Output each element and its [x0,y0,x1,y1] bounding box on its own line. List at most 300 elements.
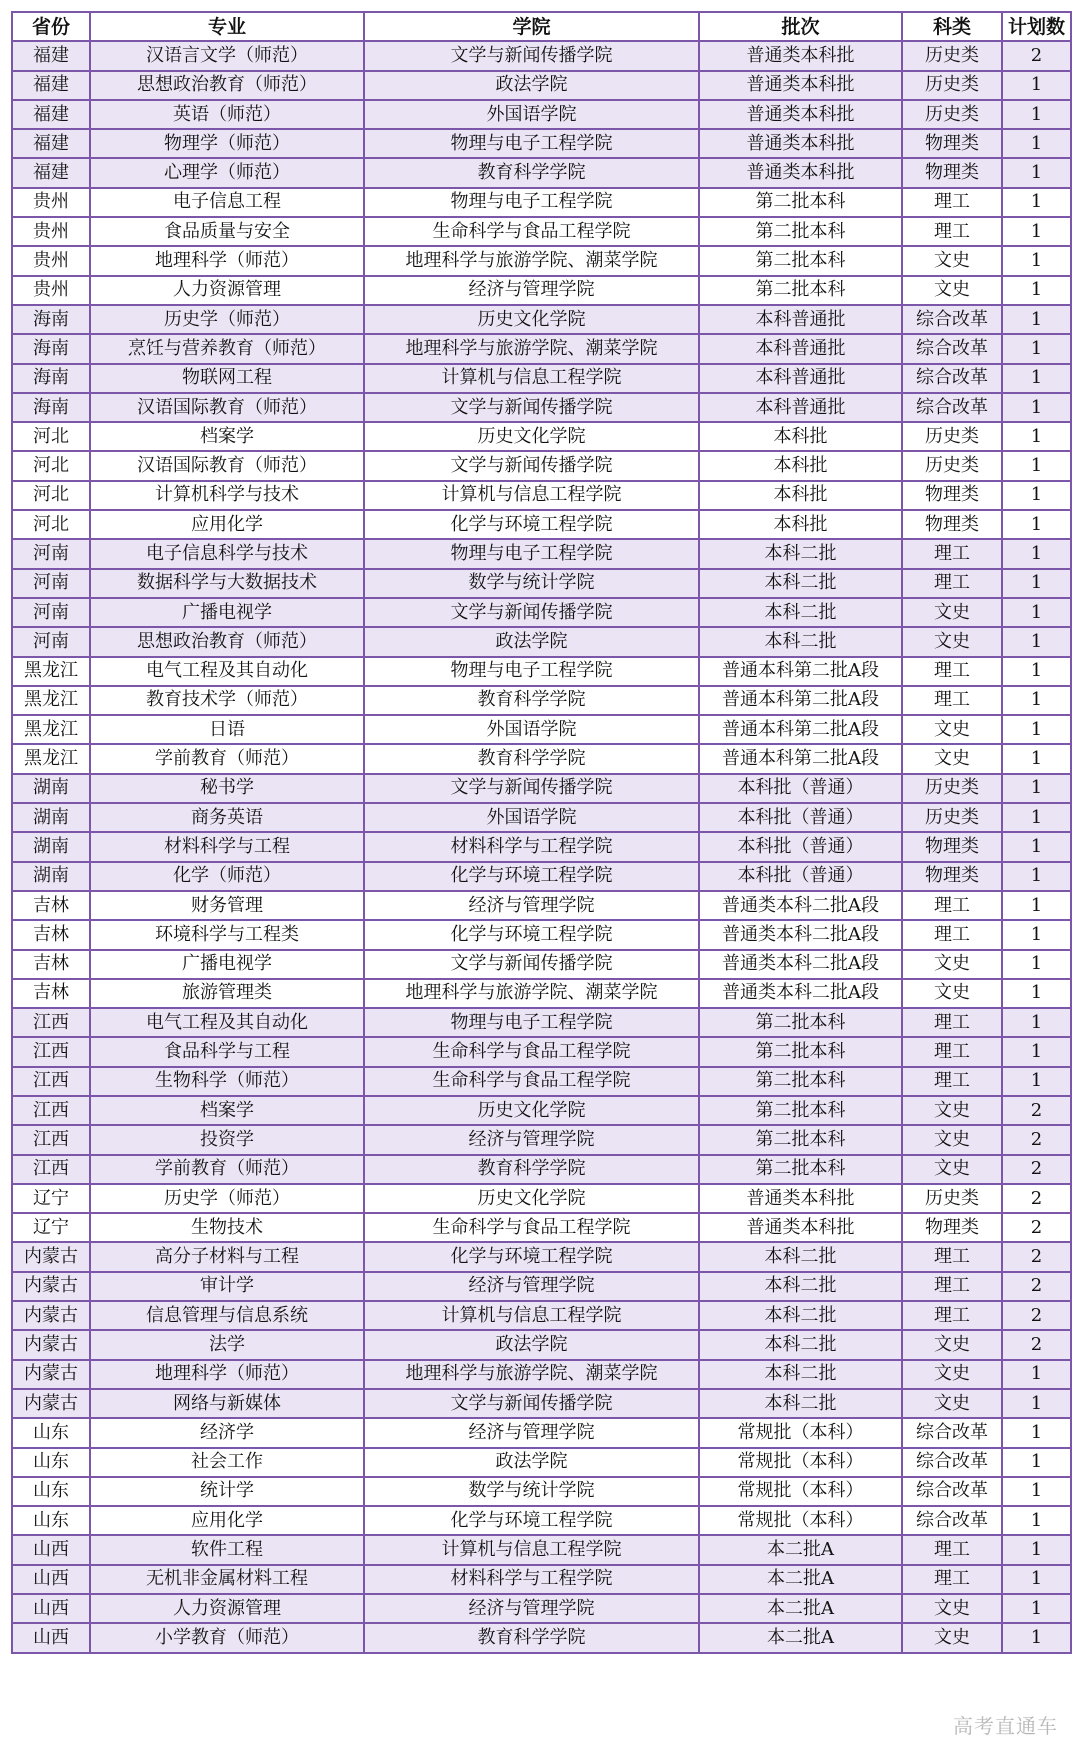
cell-subject-type: 文史 [902,1623,1002,1652]
cell-plan-count: 1 [1002,1477,1071,1506]
cell-province: 山东 [12,1477,90,1506]
cell-batch: 本科二批 [699,539,902,568]
cell-college: 化学与环境工程学院 [364,1242,699,1271]
cell-batch: 本科批 [699,481,902,510]
cell-major: 生物科学（师范） [90,1067,364,1096]
cell-major: 财务管理 [90,891,364,920]
cell-batch: 第二批本科 [699,1096,902,1125]
cell-plan-count: 1 [1002,832,1071,861]
cell-plan-count: 2 [1002,1330,1071,1359]
header-major: 专业 [90,12,364,41]
table-row [12,481,1071,510]
table-row [12,305,1071,334]
cell-batch: 本科批（普通） [699,803,902,832]
cell-plan-count: 2 [1002,1096,1071,1125]
cell-plan-count: 2 [1002,1272,1071,1301]
admission-plan-table-container [11,11,1070,1654]
cell-batch: 第二批本科 [699,1067,902,1096]
cell-batch: 本二批A [699,1594,902,1623]
cell-province: 海南 [12,334,90,363]
table-row [12,569,1071,598]
cell-college: 化学与环境工程学院 [364,1506,699,1535]
cell-subject-type: 文史 [902,715,1002,744]
cell-college: 物理与电子工程学院 [364,188,699,217]
cell-batch: 本科二批 [699,1389,902,1418]
cell-plan-count: 1 [1002,510,1071,539]
cell-province: 江西 [12,1037,90,1066]
cell-college: 生命科学与食品工程学院 [364,1213,699,1242]
cell-subject-type: 文史 [902,1155,1002,1184]
cell-province: 湖南 [12,832,90,861]
table-row [12,979,1071,1008]
cell-major: 人力资源管理 [90,1594,364,1623]
cell-batch: 普通类本科批 [699,100,902,129]
cell-batch: 第二批本科 [699,1125,902,1154]
cell-major: 软件工程 [90,1535,364,1564]
cell-major: 统计学 [90,1477,364,1506]
cell-college: 文学与新闻传播学院 [364,451,699,480]
table-row [12,1506,1071,1535]
cell-province: 黑龙江 [12,715,90,744]
cell-subject-type: 物理类 [902,1213,1002,1242]
table-row [12,686,1071,715]
cell-college: 化学与环境工程学院 [364,862,699,891]
cell-major: 社会工作 [90,1448,364,1477]
cell-province: 山东 [12,1418,90,1447]
cell-plan-count: 1 [1002,100,1071,129]
cell-major: 网络与新媒体 [90,1389,364,1418]
cell-batch: 本科二批 [699,1242,902,1271]
cell-plan-count: 1 [1002,891,1071,920]
table-row [12,393,1071,422]
cell-plan-count: 1 [1002,950,1071,979]
cell-subject-type: 物理类 [902,158,1002,187]
cell-batch: 普通类本科二批A段 [699,979,902,1008]
cell-province: 湖南 [12,862,90,891]
cell-college: 经济与管理学院 [364,891,699,920]
cell-college: 数学与统计学院 [364,1477,699,1506]
cell-batch: 本科普通批 [699,305,902,334]
cell-subject-type: 文史 [902,1594,1002,1623]
cell-subject-type: 文史 [902,744,1002,773]
cell-college: 教育科学学院 [364,686,699,715]
cell-plan-count: 1 [1002,276,1071,305]
table-row [12,422,1071,451]
cell-province: 江西 [12,1125,90,1154]
cell-province: 海南 [12,393,90,422]
cell-batch: 普通类本科二批A段 [699,950,902,979]
cell-subject-type: 理工 [902,1535,1002,1564]
cell-plan-count: 1 [1002,1623,1071,1652]
cell-major: 环境科学与工程类 [90,920,364,949]
cell-major: 广播电视学 [90,598,364,627]
cell-plan-count: 1 [1002,1594,1071,1623]
cell-major: 思想政治教育（师范） [90,71,364,100]
cell-subject-type: 理工 [902,1008,1002,1037]
cell-major: 电气工程及其自动化 [90,1008,364,1037]
table-row [12,41,1071,70]
cell-subject-type: 理工 [902,1067,1002,1096]
cell-subject-type: 理工 [902,686,1002,715]
cell-batch: 本科普通批 [699,334,902,363]
cell-plan-count: 1 [1002,71,1071,100]
table-header-row [12,12,1071,41]
cell-subject-type: 历史类 [902,1184,1002,1213]
cell-subject-type: 理工 [902,1037,1002,1066]
cell-subject-type: 物理类 [902,832,1002,861]
cell-college: 生命科学与食品工程学院 [364,1037,699,1066]
cell-major: 历史学（师范） [90,305,364,334]
cell-province: 吉林 [12,891,90,920]
cell-plan-count: 1 [1002,246,1071,275]
cell-plan-count: 1 [1002,1037,1071,1066]
cell-batch: 第二批本科 [699,217,902,246]
cell-plan-count: 1 [1002,657,1071,686]
cell-major: 广播电视学 [90,950,364,979]
cell-subject-type: 综合改革 [902,334,1002,363]
cell-province: 吉林 [12,950,90,979]
cell-province: 内蒙古 [12,1389,90,1418]
cell-province: 山东 [12,1506,90,1535]
cell-major: 食品科学与工程 [90,1037,364,1066]
cell-subject-type: 物理类 [902,129,1002,158]
table-row [12,1477,1071,1506]
cell-batch: 本科批（普通） [699,832,902,861]
cell-batch: 普通类本科批 [699,1184,902,1213]
cell-plan-count: 1 [1002,1360,1071,1389]
cell-province: 内蒙古 [12,1330,90,1359]
table-row [12,158,1071,187]
cell-plan-count: 1 [1002,1008,1071,1037]
cell-subject-type: 文史 [902,950,1002,979]
table-row [12,1272,1071,1301]
table-row [12,1155,1071,1184]
cell-college: 文学与新闻传播学院 [364,774,699,803]
cell-batch: 常规批（本科） [699,1418,902,1447]
cell-college: 教育科学学院 [364,1155,699,1184]
cell-batch: 第二批本科 [699,188,902,217]
cell-college: 文学与新闻传播学院 [364,598,699,627]
cell-plan-count: 2 [1002,1155,1071,1184]
table-row [12,1565,1071,1594]
cell-major: 档案学 [90,1096,364,1125]
cell-province: 山西 [12,1623,90,1652]
table-row [12,774,1071,803]
cell-college: 文学与新闻传播学院 [364,950,699,979]
cell-province: 吉林 [12,920,90,949]
cell-province: 黑龙江 [12,744,90,773]
cell-batch: 第二批本科 [699,1155,902,1184]
cell-major: 化学（师范） [90,862,364,891]
cell-province: 黑龙江 [12,686,90,715]
cell-major: 地理科学（师范） [90,246,364,275]
cell-college: 化学与环境工程学院 [364,920,699,949]
cell-college: 计算机与信息工程学院 [364,481,699,510]
cell-major: 历史学（师范） [90,1184,364,1213]
cell-major: 地理科学（师范） [90,1360,364,1389]
cell-plan-count: 1 [1002,1389,1071,1418]
cell-province: 河南 [12,539,90,568]
cell-province: 内蒙古 [12,1301,90,1330]
table-row [12,1594,1071,1623]
cell-plan-count: 1 [1002,803,1071,832]
cell-major: 生物技术 [90,1213,364,1242]
cell-subject-type: 理工 [902,891,1002,920]
cell-province: 福建 [12,41,90,70]
cell-plan-count: 1 [1002,129,1071,158]
table-row [12,744,1071,773]
cell-batch: 常规批（本科） [699,1506,902,1535]
cell-college: 教育科学学院 [364,158,699,187]
cell-plan-count: 1 [1002,1418,1071,1447]
cell-batch: 本科批 [699,422,902,451]
cell-plan-count: 1 [1002,393,1071,422]
cell-major: 物联网工程 [90,364,364,393]
cell-college: 材料科学与工程学院 [364,1565,699,1594]
cell-plan-count: 1 [1002,1067,1071,1096]
cell-province: 河北 [12,451,90,480]
cell-plan-count: 2 [1002,1125,1071,1154]
cell-college: 地理科学与旅游学院、潮菜学院 [364,246,699,275]
cell-major: 汉语国际教育（师范） [90,393,364,422]
cell-batch: 本科二批 [699,1360,902,1389]
table-row [12,451,1071,480]
cell-province: 内蒙古 [12,1360,90,1389]
cell-major: 计算机科学与技术 [90,481,364,510]
cell-college: 政法学院 [364,627,699,656]
cell-college: 教育科学学院 [364,1623,699,1652]
cell-province: 贵州 [12,188,90,217]
table-row [12,1535,1071,1564]
cell-plan-count: 1 [1002,569,1071,598]
cell-subject-type: 综合改革 [902,364,1002,393]
cell-subject-type: 综合改革 [902,393,1002,422]
table-row [12,1096,1071,1125]
header-subject-type: 科类 [902,12,1002,41]
cell-province: 河北 [12,481,90,510]
cell-province: 河北 [12,422,90,451]
cell-major: 汉语言文学（师范） [90,41,364,70]
cell-batch: 本二批A [699,1565,902,1594]
cell-subject-type: 综合改革 [902,1506,1002,1535]
cell-major: 商务英语 [90,803,364,832]
cell-major: 无机非金属材料工程 [90,1565,364,1594]
cell-batch: 普通本科第二批A段 [699,744,902,773]
cell-batch: 本科二批 [699,1330,902,1359]
table-row [12,1242,1071,1271]
cell-major: 审计学 [90,1272,364,1301]
cell-province: 内蒙古 [12,1272,90,1301]
cell-plan-count: 1 [1002,1506,1071,1535]
cell-subject-type: 历史类 [902,41,1002,70]
cell-subject-type: 历史类 [902,803,1002,832]
admission-plan-table [11,11,1072,1654]
table-row [12,832,1071,861]
table-row [12,539,1071,568]
cell-major: 材料科学与工程 [90,832,364,861]
cell-subject-type: 文史 [902,1360,1002,1389]
cell-college: 经济与管理学院 [364,1418,699,1447]
cell-major: 信息管理与信息系统 [90,1301,364,1330]
table-row [12,891,1071,920]
table-row [12,129,1071,158]
cell-batch: 普通类本科批 [699,1213,902,1242]
cell-subject-type: 历史类 [902,71,1002,100]
table-row [12,1448,1071,1477]
cell-batch: 本二批A [699,1623,902,1652]
cell-province: 贵州 [12,276,90,305]
cell-subject-type: 历史类 [902,774,1002,803]
table-row [12,364,1071,393]
table-row [12,1389,1071,1418]
cell-college: 外国语学院 [364,715,699,744]
cell-major: 投资学 [90,1125,364,1154]
cell-college: 文学与新闻传播学院 [364,41,699,70]
cell-province: 贵州 [12,246,90,275]
table-row [12,862,1071,891]
cell-batch: 普通类本科批 [699,158,902,187]
cell-major: 食品质量与安全 [90,217,364,246]
cell-plan-count: 1 [1002,920,1071,949]
cell-college: 生命科学与食品工程学院 [364,1067,699,1096]
table-row [12,1301,1071,1330]
cell-plan-count: 1 [1002,451,1071,480]
cell-college: 物理与电子工程学院 [364,1008,699,1037]
cell-province: 山西 [12,1535,90,1564]
cell-subject-type: 理工 [902,1272,1002,1301]
table-row [12,1418,1071,1447]
cell-batch: 第二批本科 [699,276,902,305]
table-row [12,188,1071,217]
cell-college: 政法学院 [364,1448,699,1477]
cell-province: 山西 [12,1565,90,1594]
cell-plan-count: 2 [1002,1213,1071,1242]
cell-subject-type: 文史 [902,598,1002,627]
cell-college: 材料科学与工程学院 [364,832,699,861]
cell-batch: 本科批（普通） [699,862,902,891]
table-row [12,627,1071,656]
table-row [12,276,1071,305]
watermark-text: 高考直通车 [953,1714,1058,1738]
cell-plan-count: 1 [1002,422,1071,451]
cell-major: 日语 [90,715,364,744]
cell-plan-count: 1 [1002,715,1071,744]
cell-subject-type: 文史 [902,1096,1002,1125]
header-province: 省份 [12,12,90,41]
cell-college: 教育科学学院 [364,744,699,773]
cell-province: 吉林 [12,979,90,1008]
cell-batch: 第二批本科 [699,1037,902,1066]
cell-major: 物理学（师范） [90,129,364,158]
table-row [12,1067,1071,1096]
cell-province: 福建 [12,158,90,187]
table-row [12,510,1071,539]
cell-subject-type: 物理类 [902,862,1002,891]
cell-batch: 本科二批 [699,1272,902,1301]
cell-province: 湖南 [12,803,90,832]
cell-batch: 普通本科第二批A段 [699,686,902,715]
cell-plan-count: 1 [1002,539,1071,568]
cell-province: 江西 [12,1008,90,1037]
table-row [12,715,1071,744]
cell-subject-type: 文史 [902,979,1002,1008]
cell-major: 英语（师范） [90,100,364,129]
cell-college: 地理科学与旅游学院、潮菜学院 [364,979,699,1008]
cell-plan-count: 2 [1002,1242,1071,1271]
cell-major: 档案学 [90,422,364,451]
cell-major: 法学 [90,1330,364,1359]
cell-college: 文学与新闻传播学院 [364,1389,699,1418]
cell-college: 经济与管理学院 [364,1594,699,1623]
table-row [12,71,1071,100]
cell-college: 计算机与信息工程学院 [364,1301,699,1330]
cell-province: 海南 [12,305,90,334]
cell-plan-count: 1 [1002,979,1071,1008]
cell-college: 经济与管理学院 [364,276,699,305]
header-plan-count: 计划数 [1002,12,1071,41]
cell-batch: 普通类本科批 [699,71,902,100]
table-body [12,41,1071,1652]
cell-plan-count: 1 [1002,1565,1071,1594]
cell-subject-type: 综合改革 [902,1448,1002,1477]
cell-subject-type: 综合改革 [902,305,1002,334]
table-row [12,657,1071,686]
cell-major: 旅游管理类 [90,979,364,1008]
cell-major: 学前教育（师范） [90,744,364,773]
cell-batch: 普通类本科批 [699,41,902,70]
cell-major: 汉语国际教育（师范） [90,451,364,480]
cell-province: 黑龙江 [12,657,90,686]
cell-subject-type: 历史类 [902,422,1002,451]
cell-plan-count: 2 [1002,41,1071,70]
cell-subject-type: 文史 [902,246,1002,275]
cell-subject-type: 综合改革 [902,1477,1002,1506]
cell-province: 河南 [12,569,90,598]
cell-province: 内蒙古 [12,1242,90,1271]
cell-college: 外国语学院 [364,803,699,832]
cell-plan-count: 1 [1002,217,1071,246]
cell-batch: 常规批（本科） [699,1477,902,1506]
cell-major: 电气工程及其自动化 [90,657,364,686]
cell-major: 学前教育（师范） [90,1155,364,1184]
cell-batch: 本科二批 [699,569,902,598]
cell-subject-type: 理工 [902,1565,1002,1594]
cell-batch: 本科批 [699,510,902,539]
cell-college: 经济与管理学院 [364,1272,699,1301]
cell-subject-type: 文史 [902,1389,1002,1418]
cell-plan-count: 1 [1002,305,1071,334]
cell-batch: 本科二批 [699,627,902,656]
cell-subject-type: 理工 [902,569,1002,598]
table-row [12,1360,1071,1389]
cell-college: 地理科学与旅游学院、潮菜学院 [364,334,699,363]
cell-subject-type: 历史类 [902,451,1002,480]
cell-subject-type: 理工 [902,1301,1002,1330]
table-row [12,1037,1071,1066]
cell-province: 福建 [12,129,90,158]
table-row [12,1213,1071,1242]
table-row [12,100,1071,129]
cell-college: 化学与环境工程学院 [364,510,699,539]
cell-subject-type: 物理类 [902,481,1002,510]
cell-plan-count: 1 [1002,188,1071,217]
table-row [12,1330,1071,1359]
cell-subject-type: 理工 [902,217,1002,246]
cell-college: 文学与新闻传播学院 [364,393,699,422]
cell-plan-count: 1 [1002,598,1071,627]
cell-batch: 普通本科第二批A段 [699,715,902,744]
cell-plan-count: 1 [1002,774,1071,803]
